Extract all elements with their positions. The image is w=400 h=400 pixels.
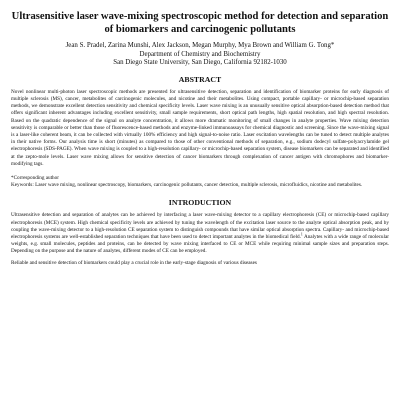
keywords-line <box>11 182 389 189</box>
paper-title: Ultrasensitive laser wave-mixing spectroscopic method for detection and separation of biomarkers and carcinogenic pollutants <box>11 11 389 35</box>
introduction-paragraph-2: Reliable and sensitive detection of biomarkers could play a crucial role in the early-stage diagnosis of various diseases <box>11 259 257 266</box>
corresponding-author-note: *Corresponding author <box>11 175 59 182</box>
university-address: San Diego State University, San Diego, California 92182-1030 <box>113 59 287 67</box>
abstract-text: Novel nonlinear multi-photon laser spectroscopic methods are presented for ultrasensitive detection, separation and identification of biomarker proteins for early diagnosis of multiple sclerosis (MS), cancer, metabolites of carcinogenic molecules, and nicotine and their metabolites. Using compact, portable capillary- or microchip-based separation methods, we demonstrate excellent detection sensitivity and chemical specificity levels. Laser wave mixing is an unusually sensitive optical absorption-based detection method that offers significant inherent advantages including excellent sensitivity, small sample requirements, short optical path lengths, high spatial resolution, and high spectral resolution. Based on the quadratic dependence of the signal on analyte concentration, it allows more dramatic monitoring of small changes in analyte properties. Wave mixing detection sensitivity is comparable or better than those of fluorescence-based methods and enzyme-linked immunoassays for chemical diagnostic and screening. Since the wave-mixing signal is a laser-like coherent beam, it can be collected with virtually 100% efficiency and high signal-to-noise ratio. Laser excitation wavelengths can be tuned to detect multiple analytes in their native forms. Our analysis time is short (minutes) as compared to those of other conventional methods of separation, e.g., sodium dodecyl sulfate-polyacrylamide gel electrophoresis (SDS-PAGE). When wave mixing is coupled to a high-resolution capillary- or microchip-based separation system, disease biomarkers can be separated and identified at the zepto-mole levels. Laser wave mixing allows for sensitive detection of cancer biomarkers through complexation of cancer antigen with chromophores and biomarker-modifying tags. <box>11 88 389 167</box>
author-block <box>8 42 392 68</box>
intro-text-part-1: Ultrasensitive detection and separation of analytes can be achieved by interfacing a laser wave-mixing detector to a capillary electrophoresis (CE) or microchip-based capillary electrophoresis (MCE) system. High chemical specificity levels are achieved by tuning the wavelength of the excitation laser source to the analyte optical absorption peak, and by coupling the wave-mixing detector to a high-resolution CE separation system to distinguish compounds that have similar optical absorption spectra. Capillary- and microchip-based electrophoresis systems are well-established separation techniques that have been used to detect important analytes in the biomedical field. <box>11 212 389 241</box>
intro-text-part-2: Analytes with a wide range of molecular weights, e.g. small molecules, peptides and proteins, can be detected by wave mixing interfaced to CE or MCE while requiring minimal sample sizes and preparation steps. Depending on the purpose and the nature of analytes, different modes of CE can be employed. <box>11 234 389 255</box>
keywords-text: Laser wave mixing, nonlinear spectroscopy, biomarkers, carcinogenic pollutants, cancer detection, multiple sclerosis, microfluidics, nicotine and metabolites. <box>35 182 363 189</box>
reference-number: 1 <box>300 232 303 237</box>
keywords-label: Keywords: <box>11 182 34 189</box>
department: Department of Chemistry and Biochemistry <box>139 50 261 58</box>
author-list: Jean S. Pradel, Zarina Munshi, Alex Jackson, Megan Murphy, Mya Brown and William G. Tong* <box>65 42 335 49</box>
introduction-heading: INTRODUCTION <box>168 198 232 208</box>
introduction-paragraph-1 <box>11 212 389 255</box>
abstract-heading: ABSTRACT <box>178 74 222 84</box>
